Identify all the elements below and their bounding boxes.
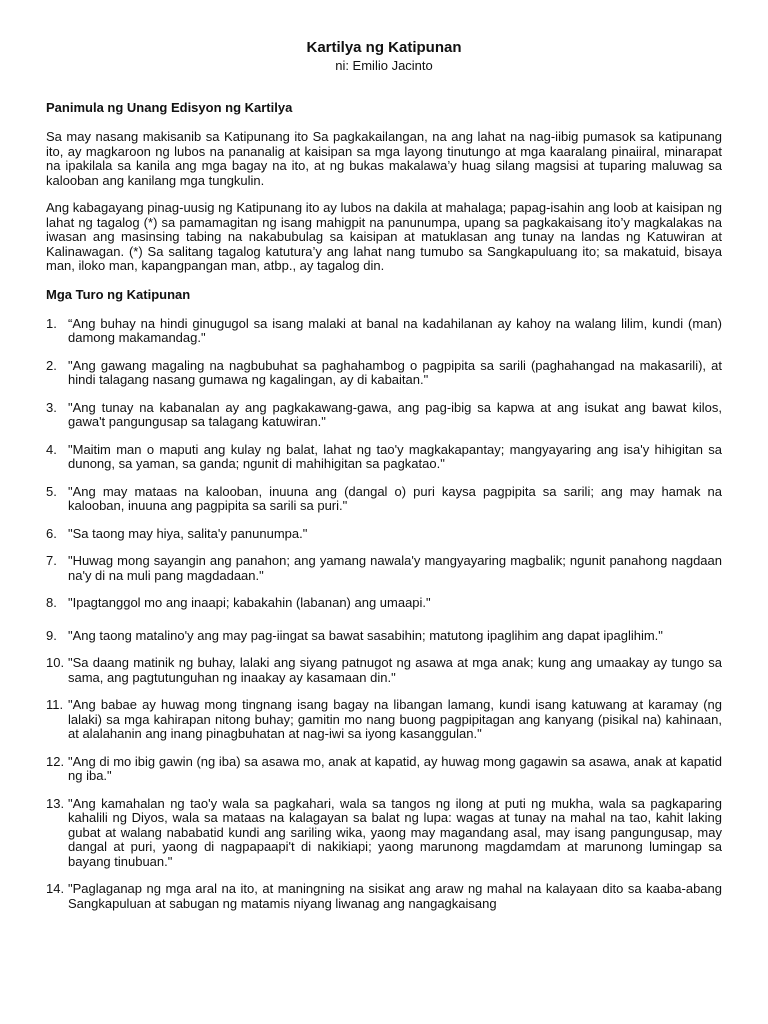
list-item-number: 11. <box>46 697 64 712</box>
list-item <box>46 485 722 514</box>
list-item-text: "Paglaganap ng mga aral na ito, at maningning na sisikat ang araw ng mahal na kalayaan dito sa kaaba-abang Sangkapuluan at sabugan ng matamis niyang liwanag ang nangagkaisang <box>68 881 722 911</box>
list-item-number: 2. <box>46 357 57 373</box>
list-item-text: "Ang gawang magaling na nagbubuhat sa paghahambog o pagpipita sa sarili (paghahangad na makasarili), at hindi talagang nasang gumawa ng kagalingan, ay di kabaitan." <box>68 357 722 387</box>
list-item-text: "Ang di mo ibig gawin (ng iba) sa asawa mo, anak at kapatid, ay huwag mong gagawin sa asawa, anak at kapatid ng iba." <box>68 753 722 783</box>
list-item-number: 13. <box>46 795 65 811</box>
list-item-text: "Huwag mong sayangin ang panahon; ang yamang nawala'y mangyayaring magbalik; ngunit panahong nagdaan na'y di na muli pang magdadaan." <box>68 553 722 583</box>
list-item-number: 6. <box>46 525 57 541</box>
list-item-number: 1. <box>46 315 57 331</box>
rules-list <box>46 317 722 912</box>
document-page <box>46 38 722 924</box>
list-item-text: "Ang taong matalino'y ang may pag-iingat sa bawat sasabihin; matutong ipaglihim ang dapat ipaglihim." <box>68 627 663 643</box>
list-item <box>46 656 722 685</box>
list-item <box>46 359 722 388</box>
list-item-number: 14. <box>46 881 65 896</box>
list-item-text: "Ang tunay na kabanalan ay ang pagkakawang-gawa, ang pag-ibig sa kapwa at ang isukat ang bawat kilos, gawa't pangungusap sa talagang katuwiran." <box>68 399 722 429</box>
intro-paragraph-2: Ang kabagayang pinag-uusig ng Katipunang ito ay lubos na dakila at mahalaga; papag-isahin ang loob at kaisipan ng lahat ng tagalog (*) sa pamamagitan ng isang mahigpit na panunumpa, upang sa pagkakaisang ito’y magkalakas na iwasan ang masinsing tabing na nakabubulag sa kaisipan at matuklasan ang tunay na landas ng Katuwiran at Kalinawagan. (*) Sa salitang tagalog katutura’y ang lahat nang tumubo sa Sangkapuluang ito; sa makatuid, bisaya man, iloko man, kapangpangan man, atbp., ay tagalog din. <box>46 200 722 273</box>
list-item-text: “Ang buhay na hindi ginugugol sa isang malaki at banal na kadahilanan ay kahoy na walang lilim, kundi (man) damong makamandag." <box>68 315 722 345</box>
list-item-number: 12. <box>46 753 65 769</box>
list-item <box>46 554 722 583</box>
list-item-number: 7. <box>46 553 57 568</box>
list-item-text: "Ang may mataas na kalooban, inuuna ang (dangal o) puri kaysa pagpipita sa sarili; ang may hamak na kalooban, inuuna ang pagpipita sa sarili sa puri." <box>68 483 722 513</box>
list-item <box>46 401 722 430</box>
list-item-text: "Maitim man o maputi ang kulay ng balat, lahat ng tao'y magkakapantay; mangyayaring ang isa'y hihigitan sa dunong, sa yaman, sa ganda; ngunit di mahihigitan sa pagkatao." <box>68 441 722 471</box>
list-item <box>46 527 722 542</box>
list-item-text: "Ang kamahalan ng tao'y wala sa pagkahari, wala sa tangos ng ilong at puti ng mukha, wala sa pagkaparing kahalili ng Diyos, wala sa mataas na kalagayan sa balat ng lupa: wagas at tunay na mahal na tao, kahit laking gubat at walang nababatid kundi ang sariling wika, yaong may magandang asal, may isang pangungusap, may dangal at puri, yaong di nagpapaapi't di nakikiapi; yaong marunong magdamdam at marunong lumingap sa bayang tinubuan." <box>68 795 722 869</box>
list-item <box>46 698 722 742</box>
list-item <box>46 629 722 644</box>
list-item-text: "Ang babae ay huwag mong tingnang isang bagay na libangan lamang, kundi isang katuwang at karamay (ng lalaki) sa mga kahirapan nitong buhay; gamitin mo nang buong pagpipitagan ang kanyang (pisikal na) kahinaan, at alalahanin ang inang pinagbuhatan at nag-iwi sa iyong kasanggulan." <box>68 697 722 741</box>
list-item-number: 8. <box>46 595 57 610</box>
list-item-text: "Sa taong may hiya, salita'y panunumpa." <box>68 525 308 541</box>
section-heading-panimula: Panimula ng Unang Edisyon ng Kartilya <box>46 100 293 115</box>
list-item <box>46 596 722 611</box>
list-item-number: 10. <box>46 655 65 670</box>
list-item-number: 4. <box>46 441 57 457</box>
list-item <box>46 755 722 784</box>
list-item-text: "Sa daang matinik ng buhay, lalaki ang siyang patnugot ng asawa at mga anak; kung ang umaakay ay tungo sa sama, ang pagtutunguhan ng inaakay ay kasamaan din." <box>68 655 722 685</box>
list-item <box>46 443 722 472</box>
list-item-number: 5. <box>46 483 57 499</box>
list-item <box>46 317 722 346</box>
intro-paragraph-1: Sa may nasang makisanib sa Katipunang ito Sa pagkakailangan, na ang lahat na nag-iibig pumasok sa katipunang ito, ay magkaroon ng lubos na pananalig at kaisipan sa mga layong tinutungo at mga kaaralang pinaiiral, minarapat na ipakilala sa kanila ang mga bagay na ito, at ng bukas makalawa’y huag silang magsisi at tuparing maluwag sa kalooban ang kanilang mga tungkulin. <box>46 129 722 188</box>
document-title: Kartilya ng Katipunan <box>306 39 462 56</box>
list-item <box>46 882 722 911</box>
list-item-number: 3. <box>46 399 57 415</box>
document-author: ni: Emilio Jacinto <box>335 58 433 73</box>
list-item <box>46 797 722 870</box>
list-item-text: "Ipagtanggol mo ang inaapi; kabakahin (labanan) ang umaapi." <box>68 595 431 610</box>
list-item-number: 9. <box>46 627 57 643</box>
section-heading-mga-turo: Mga Turo ng Katipunan <box>46 286 191 302</box>
